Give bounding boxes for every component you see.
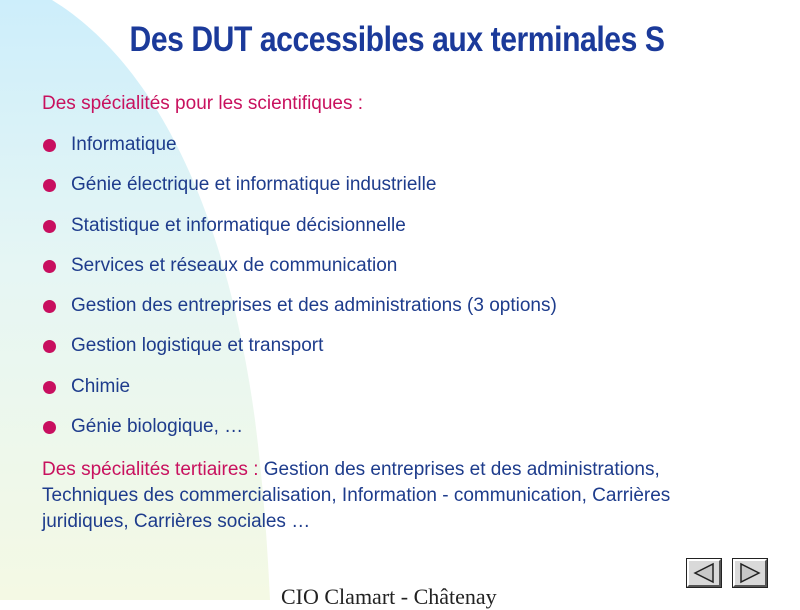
list-item-label: Informatique [71,134,177,155]
list-item [42,160,742,200]
tertiary-paragraph [42,457,702,535]
slide-title: Des DUT accessibles aux terminales S [129,20,665,59]
triangle-right-icon [735,561,765,585]
bullet-dot-icon [43,139,56,152]
intro-heading: Des spécialités pour les scientifiques : [42,93,364,114]
slide-content [42,92,742,532]
bullet-dot-icon [43,220,56,233]
list-item-label: Génie biologique, … [71,416,244,438]
bullet-dot-icon [43,340,56,353]
triangle-left-icon [689,561,719,585]
bullet-dot-icon [43,421,56,434]
list-item-label: Génie électrique et informatique industrielle [71,174,437,196]
list-item [42,402,742,442]
list-item [42,281,742,321]
list-item-label: Chimie [71,375,131,397]
footer-text: CIO Clamart - Châtenay [281,584,497,609]
list-item-label: Services et réseaux de communication [71,254,398,276]
list-item-label: Statistique et informatique décisionnelle [71,214,406,236]
bullet-dot-icon [43,260,56,273]
specialty-list [42,120,742,442]
tertiary-heading: Des spécialités tertiaires : [42,459,259,480]
list-item [42,201,742,241]
list-item [42,362,742,402]
list-item-label: Gestion logistique et transport [71,335,324,357]
next-slide-button[interactable] [733,559,767,587]
list-item [42,120,742,160]
previous-slide-button[interactable] [687,559,721,587]
list-item [42,321,742,361]
bullet-dot-icon [43,381,56,394]
list-item-label: Gestion des entreprises et des administrations (3 options) [71,295,557,317]
tertiary-text: Gestion des entreprises et des administrations, Techniques des commercialisation, Information - communication, Carrières juridiques, Carrières sociales … [42,459,671,532]
bullet-dot-icon [43,179,56,192]
bullet-dot-icon [43,300,56,313]
list-item [42,241,742,281]
